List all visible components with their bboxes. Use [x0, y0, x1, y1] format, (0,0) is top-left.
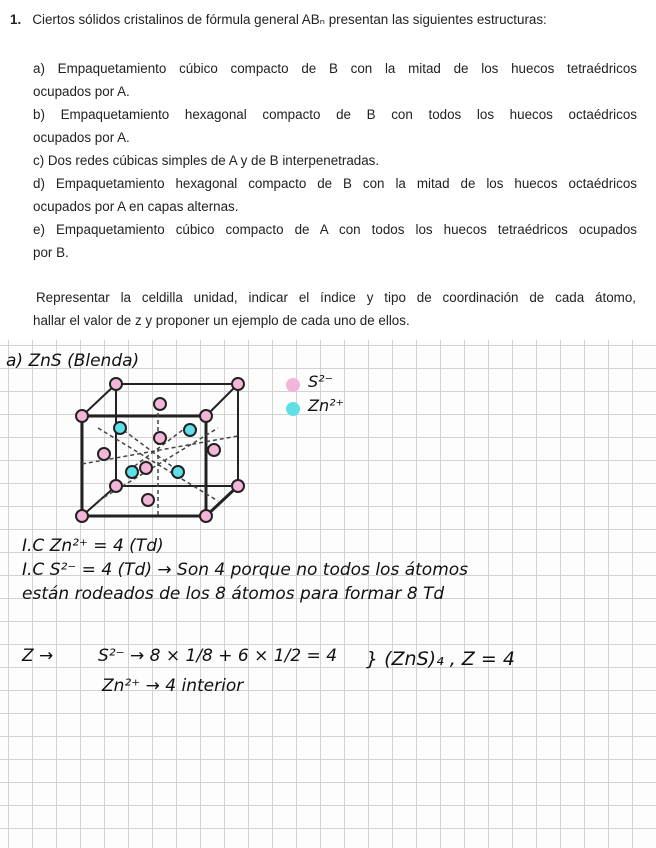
item-e-line1: e) Empaquetamiento cúbico compacto de A con todos los huecos tetraédricos ocupados	[33, 222, 637, 237]
s-ion-face	[208, 444, 220, 456]
s-ion-corner	[110, 378, 122, 390]
s-ion-face	[154, 432, 166, 444]
z-result: } (ZnS)₄ , Z = 4	[366, 648, 515, 670]
problem-number: 1.	[10, 12, 22, 27]
s-ion-corner	[76, 510, 88, 522]
zn-ion-tetrahedral	[126, 466, 138, 478]
s-ion-face	[98, 448, 110, 460]
instruction-line2: hallar el valor de z y proponer un ejemplo de cada uno de ellos.	[33, 313, 410, 328]
legend-label-zn: Zn²⁺	[308, 396, 344, 415]
problem-statement-text: Ciertos sólidos cristalinos de fórmula general ABₙ presentan las siguientes estructuras:	[32, 12, 547, 27]
item-b-line1: b) Empaquetamiento hexagonal compacto de B con todos los huecos octaédricos	[33, 107, 637, 122]
s-ion-face	[154, 398, 166, 410]
item-e-line2: por B.	[33, 245, 69, 260]
z-label: Z →	[22, 646, 54, 666]
zinc-blende-unit-cell	[68, 376, 268, 536]
item-d-line2: ocupados por A en capas alternas.	[33, 199, 239, 214]
item-b-line2: ocupados por A.	[33, 130, 130, 145]
coordination-s: I.C S²⁻ = 4 (Td) → Son 4 porque no todos los átomos	[22, 560, 469, 580]
s-ion-corner	[110, 480, 122, 492]
s-ion-face	[140, 462, 152, 474]
zn-ion-tetrahedral	[114, 422, 126, 434]
zn-ion-tetrahedral	[172, 466, 184, 478]
item-d-line1: d) Empaquetamiento hexagonal compacto de B con la mitad de los huecos octaédricos	[33, 176, 637, 191]
legend-swatch-zn	[284, 400, 302, 418]
printed-problem	[0, 0, 656, 340]
legend-swatch-s	[284, 376, 302, 394]
s-ion-corner	[76, 410, 88, 422]
legend-label-s: S²⁻	[308, 372, 334, 391]
coordination-zn: I.C Zn²⁺ = 4 (Td)	[22, 536, 164, 556]
s-ion-face	[142, 494, 154, 506]
item-a-line1: a) Empaquetamiento cúbico compacto de B con la mitad de los huecos tetraédricos	[33, 61, 637, 76]
z-sulfide-count: S²⁻ → 8 × 1/8 + 6 × 1/2 = 4	[98, 646, 338, 666]
problem-statement	[10, 12, 547, 28]
coordination-s-explanation: están rodeados de los 8 átomos para formar 8 Td	[22, 584, 445, 604]
s-ion-corner	[200, 510, 212, 522]
zn-ion-tetrahedral	[184, 424, 196, 436]
s-ion-corner	[232, 480, 244, 492]
notes-heading: a) ZnS (Blenda)	[6, 351, 140, 371]
item-a-line2: ocupados por A.	[33, 84, 130, 99]
item-c-line1: c) Dos redes cúbicas simples de A y de B interpenetradas.	[33, 153, 380, 168]
s-ion-corner	[200, 410, 212, 422]
s-ion-corner	[232, 378, 244, 390]
instruction-line1: Representar la celdilla unidad, indicar el índice y tipo de coordinación de cada átomo,	[36, 290, 636, 305]
z-zinc-count: Zn²⁺ → 4 interior	[102, 676, 244, 696]
